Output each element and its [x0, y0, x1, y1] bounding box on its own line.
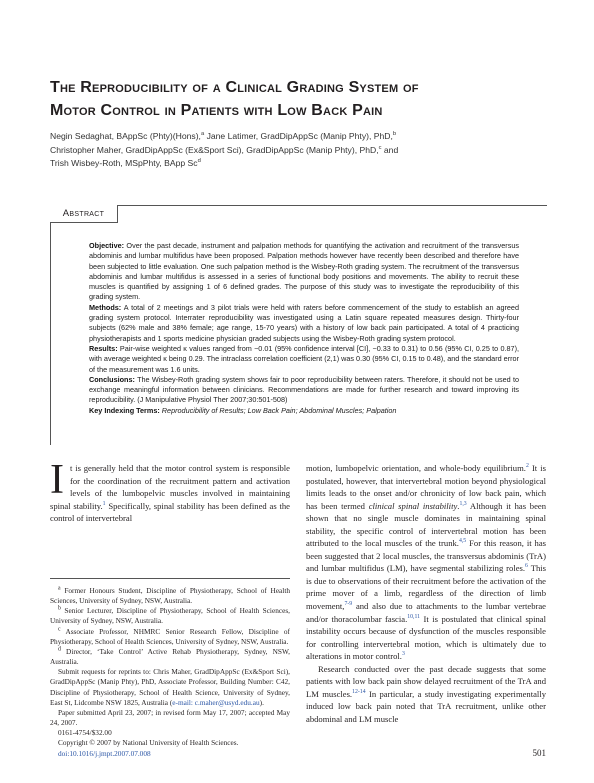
- citation-link[interactable]: 1,3: [459, 500, 467, 507]
- submission-dates: Paper submitted April 23, 2007; in revised form May 17, 2007; accepted May 24, 2007.: [50, 707, 290, 728]
- abstract-results: Results: Pair-wise weighted κ values ranged from −0.01 (95% confidence interval [CI], −0.33 to 0.31) to 0.56 (95% CI, 0.25 to 0.87), with average weighted κ being 0.29. The intraclass correlation coefficient (2,1) was 0.30 (95% CI, 0.15 to 0.48), and the standard error of the measurement was 1.6 units.: [89, 343, 519, 374]
- abstract-objective: Objective: Over the past decade, instrument and palpation methods for quantifying the activation and recruitment of the transversus abdominis and lumbar multifidus have been proposed. Palpation methods however have recently been described and therefore have been subjected to little evaluation. One such palpation method is the Wisbey-Roth grading system. The recruitment of the transversus abdominis and lumbar multifidus is assessed in a series of functional body positions and movements. The ability to recruit these muscles is quantified by assigning 1 of 6 defined grades. The purpose of this study was to investigate the reproducibility of this grading system.: [89, 241, 519, 302]
- title-line-1: The Reproducibility of a Clinical Grading System of: [50, 79, 419, 96]
- email-link[interactable]: e-mail: c.maher@usyd.edu.au: [172, 697, 260, 707]
- author-line-2: Christopher Maher, GradDipAppSc (Ex&Sport Sci), GradDipAppSc (Manip Phty), PhD,$^c$ and: [50, 144, 399, 155]
- footnote-b: $^b$ Senior Lecturer, Discipline of Physiotherapy, School of Health Sciences, University of Sydney, NSW, Australia.: [50, 605, 290, 626]
- reprints-note: Submit requests for reprints to: Chris Maher, GradDipAppSc (Ex&Sport Sci), GradDipAppSc (Manip Phty), PhD, Associate Professor, Building Number: C42, Discipline of Physiotherapy, School of Health Science, University of Sydney, East St, Lidcombe NSW 1825, Australia (e-mail: c.maher@usyd.edu.au).: [50, 667, 290, 707]
- abstract-body: [89, 241, 519, 416]
- copyright: Copyright © 2007 by National University of Health Sciences.: [58, 738, 239, 748]
- title-line-2: Motor Control in Patients with Low Back Pain: [50, 102, 383, 119]
- page-number: 501: [532, 748, 546, 758]
- body-column-left: [50, 457, 290, 525]
- issn: 0161-4754/$32.00: [58, 728, 112, 738]
- drop-cap: I: [50, 457, 64, 503]
- author-list: [50, 130, 550, 171]
- footnote-a: $^a$ Former Honours Student, Discipline of Physiotherapy, School of Health Sciences, University of Sydney, NSW, Australia.: [50, 585, 290, 606]
- citation-link[interactable]: 10,11: [407, 613, 421, 620]
- citation-link[interactable]: 1: [102, 500, 106, 507]
- footnotes: [50, 578, 290, 759]
- citation-link[interactable]: 6: [525, 563, 528, 570]
- body-paragraph-2: Research conducted over the past decade suggests that some patients with low back pain show delayed recruitment of the TrA and LM muscles.$^{12-14}$ In particular, a study investigating experimentally induced low back pain noted that TrA recruitment, unlike other abdominal and LM muscle: [306, 663, 547, 724]
- author-line-3: Trish Wisbey-Roth, MSpPhty, BApp Sc$^d$: [50, 158, 201, 168]
- author-line-1: Negin Sedaghat, BAppSc (Phty)(Hons),$^a$ Jane Latimer, GradDipAppSc (Manip Phty), PhD,$^b$: [50, 131, 397, 141]
- body-paragraph-1: motion, lumbopelvic orientation, and whole-body equilibrium.$^2$ It is postulated, however, that intervertebral motion beyond physiological limits leads to the onset and/or chronicity of low back pain, which has been termed clinical spinal instability.$^{1,3}$ Although it has been shown that no single muscle dominates in maintaining spinal stability, the specific control of intervertebral motion has been attributed to the local muscles of the trunk.$^{4,5}$ For this reason, it has been suggested that 2 local muscles, the transversus abdominis (TrA) and lumbar multifidus (LM), have segmental stabilizing roles.$^6$ This is due to observations of their recruitment before the activation of the prime mover of a limb, regardless of the direction of limb movement,$^{7-9}$ and also due to attachments to the lumbar vertebrae and/or thoracolumbar fascia.$^{10,11}$ It is postulated that clinical spinal instability occurs because of dysfunction of the muscles responsible for controlling intervertebral motion, which is ultimately due to alterations in motor control.$^3$: [306, 463, 546, 662]
- article-title: [50, 76, 550, 122]
- doi: [50, 749, 290, 759]
- citation-link[interactable]: 2: [525, 463, 529, 470]
- citation-link[interactable]: 7-9: [344, 601, 353, 608]
- intro-paragraph: It is generally held that the motor control system is responsible for the coordination of the recruitment pattern and activation levels of the lumbopelvic muscles involved in maintaining spinal stability.$^1$ Specifically, spinal stability has been defined as the control of intervertebral: [50, 457, 290, 524]
- key-indexing-terms: Key Indexing Terms: Reproducibility of Results; Low Back Pain; Abdominal Muscles; Palpation: [89, 405, 397, 415]
- abstract-conclusions: Conclusions: The Wisbey-Roth grading system shows fair to poor reproducibility between raters. Therefore, it should not be used to exchange meaningful information between clinicians. Recommendations are made for further research and toward improving its reproducibility. (J Manipulative Physiol Ther 2007;30:501-508): [89, 374, 519, 405]
- abstract-label: Abstract: [50, 205, 118, 223]
- citation-link[interactable]: 12-14: [352, 688, 366, 695]
- body-column-right: [306, 462, 546, 725]
- footnote-c: $^c$ Associate Professor, NHMRC Senior Research Fellow, Discipline of Physiotherapy, School of Health Sciences, University of Sydney, NSW, Australia.: [50, 626, 290, 646]
- doi-link[interactable]: doi:10.1016/j.jmpt.2007.07.008: [58, 748, 151, 758]
- footnote-d: $^d$ Director, ‘Take Control’ Active Rehab Physiotherapy, Sydney, NSW, Australia.: [50, 646, 290, 667]
- abstract-methods: Methods: A total of 2 meetings and 3 pilot trials were held with raters before commencement of the study to establish an agreed grading system protocol. Interrater reproducibility was investigated using a Latin square repeated measures design. Thirty-four subjects (62% male and 38% female; age range, 15-70 years) with a history of low back pain participated. A total of 4 practicing physiotherapists and 1 sports medicine physician graded subjects using the Wisbey-Roth grading system protocol.: [89, 302, 519, 343]
- citation-link[interactable]: 4,5: [458, 538, 467, 545]
- citation-link[interactable]: 3: [401, 651, 405, 658]
